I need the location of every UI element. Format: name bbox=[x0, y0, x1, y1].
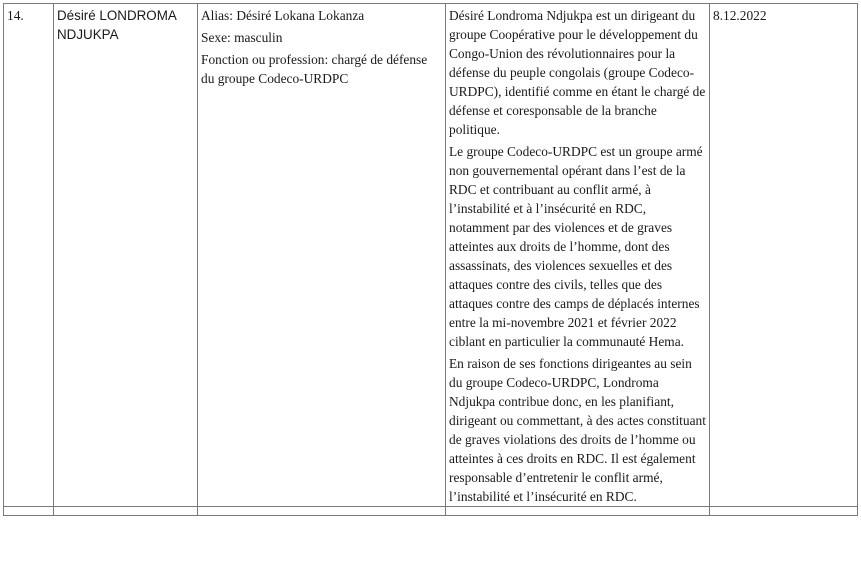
entry-name-line-2: NDJUKPA bbox=[57, 27, 119, 42]
next-row-edge bbox=[4, 507, 858, 516]
alias-text: Alias: Désiré Lokana Lokanza bbox=[201, 8, 365, 23]
entry-number-cell bbox=[4, 4, 54, 507]
listing-date: 8.12.2022 bbox=[713, 8, 767, 23]
entry-name-line-1: Désiré LONDROMA bbox=[57, 8, 177, 23]
function-text: Fonction ou profession: chargé de défense du groupe Codeco-URDPC bbox=[201, 52, 428, 86]
listing-date-cell bbox=[710, 4, 858, 507]
sex-text: Sexe: masculin bbox=[201, 30, 283, 45]
entry-name-cell bbox=[54, 4, 198, 507]
reasons-cell bbox=[446, 4, 710, 507]
entry-number: 14. bbox=[7, 8, 24, 23]
reason-paragraph-3: En raison de ses fonctions dirigeantes au sein du groupe Codeco-URDPC, Londroma Ndjukpa contribue donc, en les planifiant, dirigeant ou commettant, à des actes constituant de graves violations des droits de l’homme ou atteintes à ces droits en RDC. Il est également responsable d’entretenir le conflit armé, l’instabilité et l’insécurité en RDC. bbox=[449, 356, 706, 504]
sanctions-table bbox=[3, 3, 858, 516]
table-row bbox=[4, 4, 858, 507]
identifying-info-cell bbox=[198, 4, 446, 507]
reason-paragraph-2: Le groupe Codeco-URDPC est un groupe armé non gouvernemental opérant dans l’est de la RDC et contribuant au conflit armé, à l’instabilité et à l’insécurité en RDC, notamment par des violences et de graves atteintes aux droits de l’homme, dont des assassinats, des violences sexuelles et des attaques contre des civils, telles que des attaques contre des camps de déplacés internes entre la mi-novembre 2021 et février 2022 ciblant en particulier la communauté Hema. bbox=[449, 144, 703, 349]
reason-paragraph-1: Désiré Londroma Ndjukpa est un dirigeant du groupe Coopérative pour le développement du Congo-Union des révolutionnaires pour la défense du peuple congolais (groupe Codeco-URDPC), identifié comme en étant le chargé de défense et coresponsable de la branche politique. bbox=[449, 8, 706, 137]
